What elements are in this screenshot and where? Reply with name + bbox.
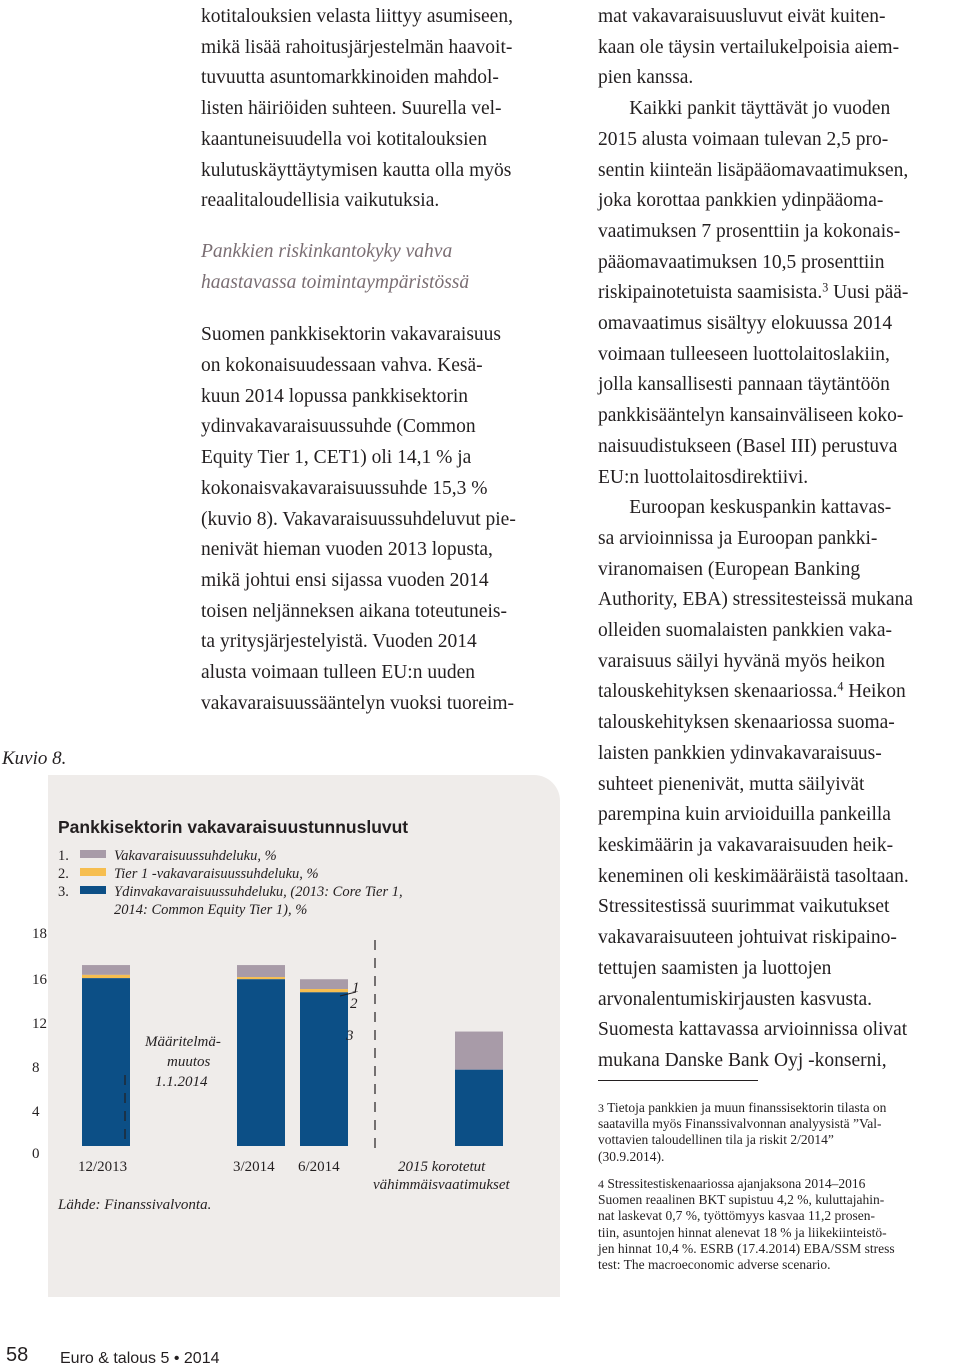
legend-label: Tier 1 -vakavaraisuussuhdeluku, % (114, 866, 319, 882)
annotation-text: 1.1.2014 (155, 1074, 208, 1090)
text-line: Suomen pankkisektorin vakavaraisuus (201, 324, 502, 346)
text-line: Euroopan keskuspankin kattavas- (629, 497, 892, 519)
chart-title: Pankkisektorin vakavaraisuustunnusluvut (58, 817, 409, 837)
footnote-text: Stressitestiskenaariossa ajanjaksona 2014–2016 (604, 1176, 866, 1191)
text-line: kotitalouksien velasta liittyy asumiseen, (201, 6, 513, 27)
text-line: mikä lisää rahoitusjärjestelmän haavoit- (201, 36, 513, 58)
legend-item (58, 865, 319, 883)
footnote-line (598, 1149, 958, 1165)
text-line: suhteet pienenivät, mutta säilyivät (598, 773, 865, 795)
text-line: kaan ole täysin vertailukelpoisia aiem- (598, 36, 900, 58)
bar-segment-tier1 (237, 977, 285, 979)
page-number: 58 (6, 1344, 29, 1366)
series-mark: 1 (352, 980, 360, 996)
y-tick-label: 8 (32, 1060, 40, 1076)
text-line: Authority, EBA) stressitesteissä mukana (598, 589, 914, 611)
text-line: pien kanssa. (598, 67, 694, 89)
text-line: naisuudistukseen (Basel III) perustuva (598, 435, 898, 457)
bar-segment-total (300, 979, 348, 989)
footnote-divider (598, 1080, 758, 1081)
x-category-label: 3/2014 (233, 1159, 275, 1175)
text-line: (kuvio 8). Vakavaraisuussuhdeluvut pie- (201, 508, 516, 530)
text-line: vakavaraisuussääntelyn vuoksi tuoreim- (201, 692, 514, 714)
paragraph-stress-test (598, 493, 960, 1076)
footnote-text: (30.9.2014). (598, 1148, 665, 1164)
text-line: varaisuus säilyi hyvänä myös heikon (598, 650, 886, 672)
footnote-line (598, 1132, 958, 1148)
text-line: viranomaisen (European Banking (598, 558, 861, 580)
footnote-line (598, 1116, 958, 1132)
bar-segment-total (237, 965, 285, 977)
annotation-text: muutos (167, 1054, 211, 1070)
text-fragment: talouskehityksen skenaariossa. (598, 681, 838, 703)
text-line: pääomavaatimuksen 10,5 prosenttiin (598, 251, 885, 273)
bar-segment-tier1 (82, 975, 130, 978)
bar-segment-core (300, 992, 348, 1146)
section-heading (201, 237, 573, 298)
text-line: pankkisääntelyn kansainväliseen koko- (598, 405, 904, 427)
footnote-line (598, 1225, 958, 1241)
footnote-reference: 3 (822, 280, 829, 295)
series-mark: 2 (350, 996, 358, 1012)
text-line-with-reference (598, 278, 960, 309)
y-tick-label: 18 (32, 926, 47, 942)
publication-name: Euro & talous 5 • 2014 (60, 1350, 220, 1367)
bar-segment-tier1 (300, 989, 348, 992)
legend-swatch (80, 868, 106, 876)
paragraph-capital-requirements (598, 94, 960, 493)
legend-label: 2014: Common Equity Tier 1), % (114, 902, 308, 918)
legend-number: 1. (58, 848, 69, 864)
text-line: vaatimuksen 7 prosenttiin ja kokonais- (598, 220, 901, 242)
footnote-text: saatavilla myös Finanssivalvonnan analyysistä ”Val- (598, 1116, 882, 1132)
text-line: kulutuskäyttäytymisen kautta olla myös (201, 159, 512, 181)
footnote-text: jen hinnat 10,4 %. ESRB (17.4.2014) EBA/SSM stress (598, 1240, 895, 1256)
main-text-column (201, 2, 573, 719)
x-category-label: 12/2013 (78, 1159, 128, 1175)
text-line: keneminen oli keskimääräistä tasoltaan. (598, 865, 909, 887)
text-line: on kokonaisuudessaan vahva. Kesä- (201, 355, 483, 377)
bar-chart (0, 900, 600, 1220)
text-line: omavaatimus sisältyy elokuussa 2014 (598, 313, 893, 335)
footnote-number: 4 (598, 1177, 604, 1191)
text-line: arvonalentumiskirjausten kasvusta. (598, 988, 873, 1010)
bar-segment-core (455, 1070, 503, 1146)
body-paragraph (201, 320, 573, 719)
footnote-number: 3 (598, 1101, 604, 1115)
legend-label: Vakavaraisuussuhdeluku, % (114, 848, 277, 864)
text-line: mukana Danske Bank Oyj -konserni, (598, 1049, 887, 1071)
text-line: olleiden suomalaisten pankkien vaka- (598, 620, 893, 642)
y-tick-label: 16 (32, 972, 47, 988)
text-line-with-reference (598, 677, 960, 708)
text-line: sa arvioinnissa ja Euroopan pankki- (598, 527, 878, 549)
text-fragment: Heikon (843, 681, 906, 703)
text-line: Pankkien riskinkantokyky vahva (201, 240, 453, 262)
side-text-column (598, 2, 960, 1077)
text-line: Equity Tier 1, CET1) oli 14,1 % ja (201, 447, 472, 469)
legend-swatch (80, 886, 106, 894)
text-line: joka korottaa pankkien ydinpääoma- (598, 190, 884, 212)
text-line: vakavaraisuuteen johtuivat riskipaino- (598, 927, 897, 949)
footnote-line (598, 1100, 958, 1116)
bar-segment-total (455, 1032, 503, 1070)
legend-label: Ydinvakavaraisuussuhdeluku, (2013: Core Tier 1, (114, 884, 403, 900)
text-line: mikä johtui ensi sijassa vuoden 2014 (201, 569, 489, 591)
text-line: 2015 alusta voimaan tulevan 2,5 pro- (598, 128, 889, 150)
text-line: EU:n luottolaitosdirektiivi. (598, 466, 809, 488)
footnote-line (598, 1208, 958, 1224)
legend-swatch (80, 850, 106, 858)
bar-segment-total (82, 965, 130, 975)
text-line: haastavassa toimintaympäristössä (201, 271, 470, 293)
footnote-3 (598, 1100, 958, 1165)
text-line: kokonaisvakavaraisuussuhde 15,3 % (201, 477, 488, 499)
figure-label: Kuvio 8. (2, 748, 67, 769)
text-line: reaalitaloudellisia vaikutuksia. (201, 190, 440, 212)
legend-number: 3. (58, 884, 69, 900)
text-line: toisen neljänneksen aikana toteutuneis- (201, 600, 507, 622)
text-line: jolla kansallisesti pannaan täytäntöön (598, 374, 890, 396)
bar-segment-core (82, 978, 130, 1146)
footnote-line (598, 1257, 958, 1273)
chart-source: Lähde: Finanssivalvonta. (58, 1197, 212, 1213)
text-line: Stressitestissä suurimmat vaikutukset (598, 896, 890, 918)
y-tick-label: 4 (32, 1104, 40, 1120)
footnote-text: test: The macroeconomic adverse scenario. (598, 1257, 831, 1273)
y-tick-label: 0 (32, 1146, 40, 1162)
footnote-4 (598, 1176, 958, 1273)
text-line: Kaikki pankit täyttävät jo vuoden (629, 98, 891, 120)
text-line: mat vakavaraisuusluvut eivät kuiten- (598, 6, 886, 27)
x-category-label: vähimmäisvaatimukset (373, 1177, 510, 1193)
x-category-label: 6/2014 (298, 1159, 340, 1175)
text-line: laisten pankkien ydinvakavaraisuus- (598, 742, 882, 764)
legend-number: 2. (58, 866, 69, 882)
footnote-text: tiin, asuntojen hinnat alenevat 18 % ja liikekiinteistö- (598, 1224, 887, 1240)
footnote-text: vottavien taloudellinen tila ja riskit 2/2014” (598, 1132, 834, 1148)
y-tick-label: 12 (32, 1016, 47, 1032)
text-line: tuvuutta asuntomarkkinoiden mahdol- (201, 67, 499, 89)
intro-paragraph (201, 2, 573, 217)
footnote-line (598, 1241, 958, 1257)
text-line: voimaan tulleeseen luottolaitoslakiin, (598, 343, 890, 365)
paragraph-continuation (598, 2, 960, 94)
footnote-line (598, 1176, 958, 1192)
footnote-text: Tietoja pankkien ja muun finanssisektorin tilasta on (604, 1100, 887, 1115)
text-line: keskimäärin ja vakavaraisuuden heik- (598, 834, 894, 856)
text-line: Suomesta kattavassa arvioinnissa olivat (598, 1019, 908, 1041)
text-line: listen häiriöiden suhteen. Suurella vel- (201, 98, 502, 120)
text-line: ta yritysjärjestelyistä. Vuoden 2014 (201, 631, 477, 653)
footnote-text: nat laskevat 0,7 %, työttömyys kasvaa 11,2 prosen- (598, 1208, 875, 1224)
text-line: tettujen saamisten ja luottojen (598, 957, 832, 979)
bar-segment-core (237, 979, 285, 1146)
text-line: sentin kiinteän lisäpääomavaatimuksen, (598, 159, 909, 181)
text-line: ydinvakavaraisuussuhde (Common (201, 416, 476, 438)
footnote-text: Suomen reaalinen BKT supistuu 4,2 %, kuluttajahin- (598, 1192, 885, 1208)
text-fragment: Uusi pää- (828, 282, 909, 304)
text-fragment: riskipainotetuista saamisista. (598, 282, 823, 304)
footnote-line (598, 1192, 958, 1208)
text-line: parempina kuin arvioiduilla pankeilla (598, 804, 891, 826)
text-line: kaantuneisuudella voi kotitalouksien (201, 128, 487, 150)
footnote-reference: 4 (837, 679, 844, 694)
text-line: nenivät hieman vuoden 2013 lopusta, (201, 539, 493, 561)
legend-item (58, 847, 277, 865)
annotation-text: Määritelmä- (145, 1034, 221, 1050)
series-mark: 3 (346, 1028, 354, 1044)
text-line: alusta voimaan tulleen EU:n uuden (201, 662, 476, 684)
legend-item (58, 883, 403, 901)
x-category-label: 2015 korotetut (398, 1159, 486, 1175)
text-line: kuun 2014 lopussa pankkisektorin (201, 385, 469, 407)
text-line: talouskehityksen skenaariossa suoma- (598, 712, 895, 734)
